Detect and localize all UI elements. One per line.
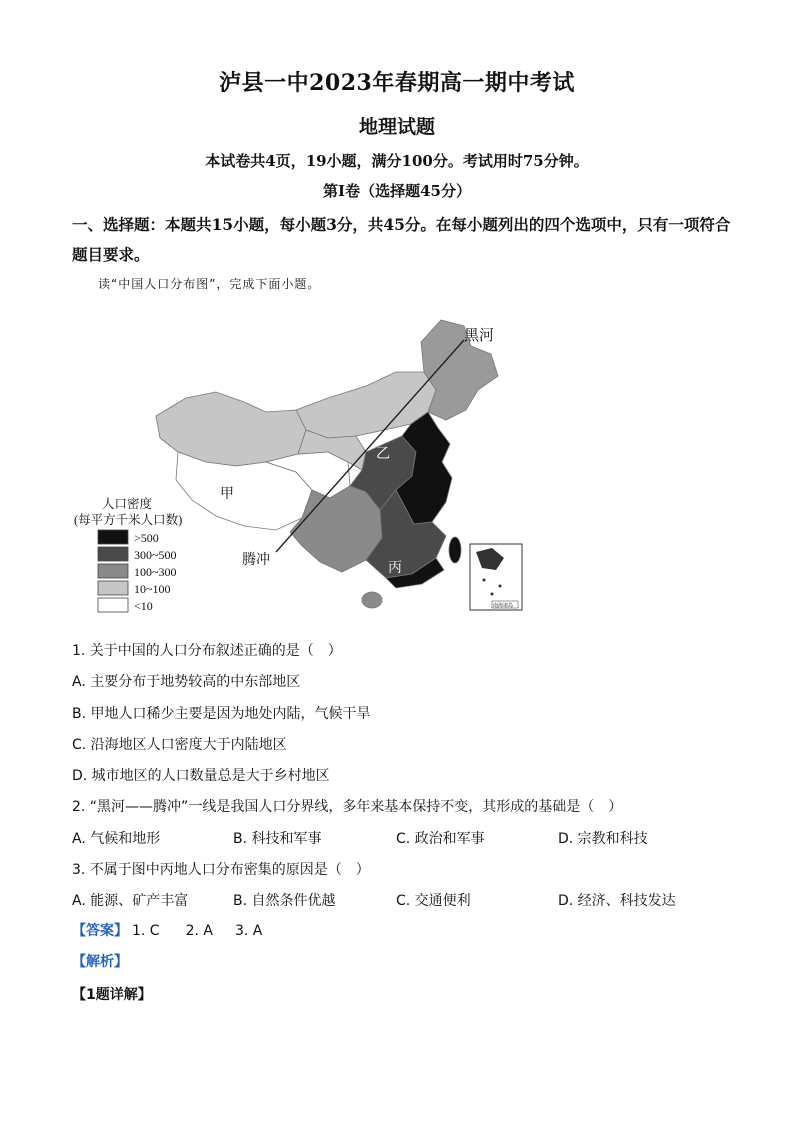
question-2-option-a: A. 气候和地形: [72, 831, 161, 847]
legend-label: 10~100: [134, 582, 171, 596]
question-3-option-b: B. 自然条件优越: [233, 893, 336, 909]
south-china-sea-inset: [470, 544, 522, 610]
question-2-option-d: D. 宗教和科技: [558, 831, 648, 847]
part-instructions: 一、选择题：本题共15小题，每小题3分，共45分。在每小题列出的四个选项中，只有一项符合题目要求。: [72, 215, 731, 264]
question-3-option-c: C. 交通便利: [396, 893, 471, 909]
question-2-option-c: C. 政治和军事: [396, 831, 485, 847]
question-1-option-b: B. 甲地人口稀少主要是因为地处内陆，气候干旱: [72, 706, 371, 722]
legend-swatch: [98, 581, 128, 595]
label-yi: 乙: [376, 447, 390, 462]
map-intro: 读“中国人口分布图”，完成下面小题。: [98, 277, 321, 291]
legend-swatch: [98, 598, 128, 612]
question-2-option-b: B. 科技和军事: [233, 831, 322, 847]
legend-label: 100~300: [134, 565, 177, 579]
legend-swatch: [98, 530, 128, 544]
answer-1: 1. C: [132, 923, 160, 939]
exam-info: 本试卷共4页，19小题，满分100分。考试用时75分钟。: [205, 152, 589, 170]
question-1-stem: 1. 关于中国的人口分布叙述正确的是（ ）: [72, 643, 342, 659]
label-tengchong: 腾冲: [242, 553, 270, 568]
inset-label: 南海诸岛: [493, 603, 514, 609]
analysis-label: 【解析】: [72, 954, 128, 970]
answer-line: [72, 920, 262, 940]
legend-label: 300~500: [134, 548, 177, 562]
legend-title-2: (每平方千米人口数): [74, 513, 183, 527]
answer-label: 【答案】: [72, 923, 128, 939]
exam-title: 泸县一中2023年春期高一期中考试: [219, 70, 575, 96]
question-2-stem: 2. “黑河——腾冲”一线是我国人口分界线，多年来基本保持不变，其形成的基础是（ ）: [72, 799, 623, 815]
region-taiwan: [449, 537, 461, 563]
china-population-map: [66, 312, 536, 618]
answer-3: 3. A: [234, 923, 263, 939]
section-heading: 第Ⅰ卷（选择题45分）: [323, 182, 471, 200]
label-heihe: 黑河: [464, 328, 495, 344]
label-jia: 甲: [220, 487, 234, 502]
detail-label: 【1题详解】: [72, 987, 152, 1003]
label-bing: 丙: [388, 561, 402, 576]
question-1-option-c: C. 沿海地区人口密度大于内陆地区: [72, 737, 287, 753]
subject-title: 地理试题: [358, 116, 435, 138]
answer-2: 2. A: [185, 923, 213, 939]
question-3-option-d: D. 经济、科技发达: [558, 893, 676, 909]
question-1-option-a: A. 主要分布于地势较高的中东部地区: [72, 674, 301, 690]
legend-label: <10: [134, 599, 153, 613]
question-1-option-d: D. 城市地区的人口数量总是大于乡村地区: [72, 768, 330, 784]
legend-title-1: 人口密度: [102, 497, 153, 511]
legend: [74, 496, 182, 613]
region-hainan: [362, 592, 382, 608]
question-3-stem: 3. 不属于图中丙地人口分布密集的原因是（ ）: [72, 862, 370, 878]
legend-swatch: [98, 547, 128, 561]
legend-swatch: [98, 564, 128, 578]
legend-label: >500: [134, 531, 159, 545]
question-3-option-a: A. 能源、矿产丰富: [72, 893, 189, 909]
